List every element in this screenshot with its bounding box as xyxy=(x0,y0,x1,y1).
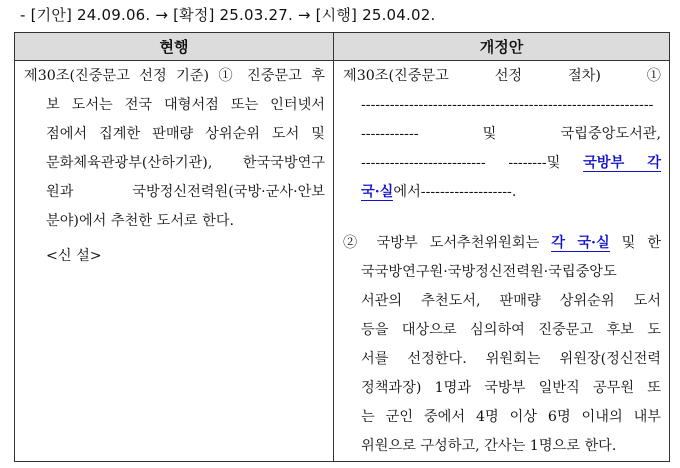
current-line: 원과 국방정신전력원(국방·군사·안보 xyxy=(46,184,325,200)
content-row xyxy=(15,61,670,462)
highlight-amended: 국·실 xyxy=(361,184,394,200)
revised-line: 정책과장) 1명과 국방부 일반직 공무원 또 xyxy=(361,380,661,396)
revised-line: 제30조(진중문고 선정 절차) ① xyxy=(343,68,661,84)
revised-text: 및 한 xyxy=(621,235,662,251)
current-cell xyxy=(15,61,334,462)
comparison-table xyxy=(14,32,670,462)
revised-text: -------------------------- --------및 xyxy=(361,155,561,171)
highlight-amended: 국방부 각 xyxy=(583,155,661,171)
current-line: 분야)에서 추천한 도서로 한다. xyxy=(46,213,235,229)
revised-cell xyxy=(334,61,670,462)
highlight-amended: 각 국·실 xyxy=(551,235,610,251)
revised-line: ------------ 및 국립중앙도서관, xyxy=(361,126,661,142)
header-revised: 개정안 xyxy=(334,33,670,61)
revision-timeline: - [기안] 24.09.06. → [확정] 25.03.27. → [시행] 25.04.02. xyxy=(20,6,436,24)
header-row xyxy=(15,33,670,61)
revised-line: 위원으로 구성하고, 간사는 1명으로 한다. xyxy=(361,438,617,454)
header-current: 현행 xyxy=(15,33,334,61)
revised-line xyxy=(343,178,661,207)
revised-line xyxy=(343,149,661,178)
revised-text: ② 국방부 도서추천위원회는 xyxy=(343,235,540,251)
revised-line: 서관의 추천도서, 판매량 상위순위 도서 xyxy=(361,293,661,309)
revised-line xyxy=(343,229,661,258)
revised-text: 에서-------------------. xyxy=(393,184,517,200)
new-provision-note: <신 설> xyxy=(46,248,102,264)
current-line: 점에서 집계한 판매량 상위순위 도서 및 xyxy=(46,126,325,142)
revised-line: 서를 선정한다. 위원회는 위원장(정신전력 xyxy=(361,351,661,367)
current-line: 문화체육관광부(산하기관), 한국국방연구 xyxy=(46,155,325,171)
paragraph-spacer xyxy=(343,207,661,225)
current-line: 보 도서는 전국 대형서점 또는 인터넷서 xyxy=(46,97,325,113)
revised-line: 는 군인 중에서 4명 이상 6명 이내의 내부 xyxy=(361,409,661,425)
revised-line: 등을 대상으로 심의하여 진중문고 후보 도 xyxy=(361,322,661,338)
current-line: 제30조(진중문고 선정 기준) ① 진중문고 후 xyxy=(24,68,325,84)
revised-line: 국국방연구원·국방정신전력원·국립중앙도 xyxy=(361,264,617,280)
revised-line: ------------------------------------------------------------- xyxy=(361,97,654,113)
